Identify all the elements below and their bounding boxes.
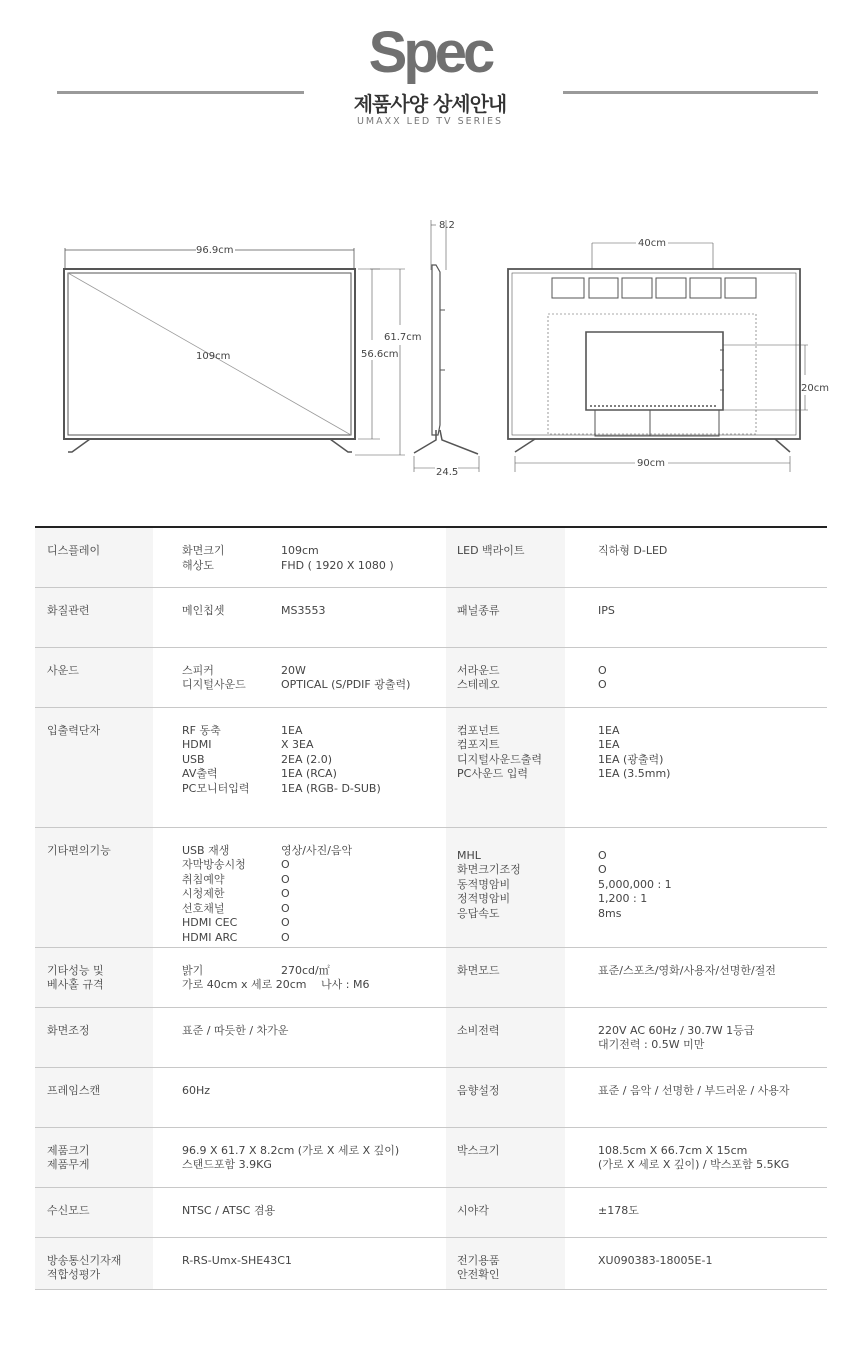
spec-item-value: 96.9 X 61.7 X 8.2cm (가로 X 세로 X 깊이) — [182, 1143, 400, 1157]
spec-item-key: RF 동축 — [182, 723, 221, 737]
spec-item-value: 영상/사진/음악 — [281, 843, 353, 857]
spec-label-text: 화면모드 — [457, 963, 500, 977]
spec-label — [446, 647, 565, 707]
spec-value — [565, 1067, 827, 1127]
spec-label-text: 디스플레이 — [47, 544, 101, 557]
spec-item — [182, 873, 446, 888]
spec-label-text: 패널종류 — [457, 603, 500, 617]
spec-item-value: 표준 / 따듯한 / 차가운 — [182, 1023, 289, 1037]
front-panel-height-label: 56.6cm — [361, 349, 399, 360]
spec-label-text: 제품무게 — [47, 1158, 90, 1171]
spec-item — [182, 931, 446, 946]
spec-item — [182, 902, 446, 917]
spec-label-text: 기타편의기능 — [47, 843, 111, 857]
spec-item-key: AV출력 — [182, 767, 218, 780]
spec-label-text: 사운드 — [47, 663, 79, 677]
spec-label-text: 적합성평가 — [47, 1268, 101, 1281]
spec-label-text: 안전확인 — [457, 1268, 500, 1281]
spec-item-value: 270cd/㎡ — [281, 963, 330, 977]
spec-item-key: USB 재생 — [182, 843, 230, 857]
spec-row — [35, 1237, 827, 1289]
series-label: UMAXX LED TV SERIES — [356, 116, 504, 127]
spec-label — [446, 707, 565, 827]
spec-label-text: 화면크기조정 — [457, 863, 521, 876]
spec-item — [182, 664, 446, 679]
spec-item-value: 1EA (RGB- D-SUB) — [281, 781, 381, 795]
spec-item-value: (가로 X 세로 X 깊이) / 박스포함 5.5KG — [598, 1158, 790, 1171]
spec-item — [182, 753, 446, 768]
spec-label-text: 응답속도 — [457, 906, 500, 920]
spec-logo: Spec — [368, 20, 492, 85]
spec-item-key: 선호채널 — [182, 901, 225, 915]
spec-label-text: 정적명암비 — [457, 892, 511, 905]
spec-value — [565, 587, 827, 647]
spec-label-text: 컴포넌트 — [457, 723, 500, 737]
spec-row — [35, 587, 827, 647]
spec-label-text: 입출력단자 — [47, 723, 101, 737]
back-vesa-width-label: 40cm — [638, 238, 666, 249]
side-depth-label: 8.2 — [439, 220, 455, 231]
spec-value — [565, 947, 827, 1007]
spec-item-value: 220V AC 60Hz / 30.7W 1등급 — [598, 1023, 755, 1037]
spec-item — [182, 678, 446, 693]
spec-label — [35, 587, 153, 647]
spec-item — [182, 844, 446, 859]
spec-item-value: O — [598, 663, 607, 677]
spec-item — [182, 964, 446, 979]
spec-item-value: 109cm — [281, 544, 319, 557]
spec-header — [0, 0, 860, 140]
spec-value — [153, 827, 446, 947]
spec-label — [35, 1237, 153, 1289]
spec-item-value: OPTICAL (S/PDIF 광출력) — [281, 678, 411, 691]
spec-table — [35, 526, 827, 1290]
spec-label — [35, 1067, 153, 1127]
spec-label-text: 동적명암비 — [457, 877, 511, 891]
spec-row — [35, 1127, 827, 1187]
spec-value — [153, 1067, 446, 1127]
spec-value — [565, 1007, 827, 1067]
spec-item — [182, 916, 446, 931]
spec-value — [565, 1187, 827, 1237]
spec-item-key: HDMI ARC — [182, 930, 238, 944]
spec-item-value: 스탠드포함 3.9KG — [182, 1158, 272, 1171]
page-title: 제품사양 상세안내 — [353, 92, 507, 116]
spec-value — [153, 587, 446, 647]
back-view-drawing — [508, 243, 808, 472]
spec-item-key: PC모니터입력 — [182, 781, 250, 795]
spec-item-value: 2EA (2.0) — [281, 752, 333, 766]
spec-item-key: HDMI — [182, 738, 212, 751]
spec-label — [446, 587, 565, 647]
spec-label-text: 서라운드 — [457, 663, 500, 677]
spec-item-value: 60Hz — [182, 1083, 211, 1097]
spec-value — [565, 527, 827, 587]
front-total-height-label: 61.7cm — [384, 332, 422, 343]
spec-item-key: HDMI CEC — [182, 916, 238, 929]
spec-value — [153, 1127, 446, 1187]
spec-label-text: 소비전력 — [457, 1023, 500, 1037]
spec-value — [565, 1127, 827, 1187]
spec-item-key: 밝기 — [182, 963, 204, 977]
spec-item-value: 1EA (광출력) — [598, 752, 664, 766]
spec-item-key: 화면크기 — [182, 544, 225, 557]
spec-row — [35, 707, 827, 827]
spec-label-text: 시야각 — [457, 1203, 489, 1217]
front-view-drawing — [64, 248, 405, 455]
spec-item-key: 시청제한 — [182, 887, 225, 900]
spec-item-value: O — [598, 848, 607, 862]
spec-label-text: 수신모드 — [47, 1203, 90, 1217]
spec-item — [182, 559, 446, 574]
spec-label — [446, 1007, 565, 1067]
spec-item-value: 직하형 D-LED — [598, 544, 668, 557]
spec-item-value: 1EA — [598, 723, 620, 737]
spec-label — [35, 707, 153, 827]
spec-label-text: LED 백라이트 — [457, 544, 525, 557]
spec-item-value: ±178도 — [598, 1203, 639, 1217]
spec-item-value: 1EA — [598, 738, 620, 751]
spec-item-value: 20W — [281, 663, 306, 677]
spec-item-value: 5,000,000 : 1 — [598, 877, 672, 891]
spec-item — [182, 724, 446, 739]
spec-value — [565, 1237, 827, 1289]
spec-item-value: NTSC / ATSC 겸용 — [182, 1203, 276, 1217]
spec-item-key: 메인칩셋 — [182, 603, 225, 617]
spec-value — [153, 647, 446, 707]
back-vesa-height-label: 20cm — [801, 383, 829, 394]
spec-item-value: O — [281, 872, 290, 886]
dimension-diagram — [0, 210, 860, 490]
spec-item — [182, 887, 446, 902]
spec-label-text: 전기용품 — [457, 1253, 500, 1267]
spec-item-value: 1,200 : 1 — [598, 892, 648, 905]
spec-item-key: 스피커 — [182, 663, 214, 677]
spec-item-value: 표준 / 음악 / 선명한 / 부드러운 / 사용자 — [598, 1083, 790, 1097]
spec-item-key: 자막방송시청 — [182, 858, 246, 871]
spec-row — [35, 1067, 827, 1127]
spec-row — [35, 647, 827, 707]
spec-value — [153, 527, 446, 587]
spec-value — [153, 707, 446, 827]
spec-value — [153, 1237, 446, 1289]
spec-row — [35, 1007, 827, 1067]
spec-item-value: MS3553 — [281, 603, 326, 617]
spec-label-text: 화면조정 — [47, 1023, 90, 1037]
front-diagonal-label: 109cm — [196, 351, 231, 362]
spec-item-value: XU090383-18005E-1 — [598, 1253, 713, 1267]
spec-label-text: PC사운드 입력 — [457, 767, 528, 780]
spec-label-text: 프레임스캔 — [47, 1083, 101, 1097]
spec-item — [182, 767, 446, 782]
spec-label — [446, 527, 565, 587]
spec-item-value: 8ms — [598, 906, 622, 920]
spec-label-text: 제품크기 — [47, 1143, 90, 1157]
spec-label — [35, 527, 153, 587]
spec-label — [35, 1187, 153, 1237]
spec-label-text: 방송통신기자재 — [47, 1253, 122, 1267]
spec-item — [182, 858, 446, 873]
spec-item — [182, 544, 446, 559]
spec-item-value: IPS — [598, 603, 615, 617]
spec-label — [446, 1237, 565, 1289]
spec-item-value: 108.5cm X 66.7cm X 15cm — [598, 1143, 748, 1157]
spec-item-value: 표준/스포츠/영화/사용자/선명한/절전 — [598, 963, 776, 977]
spec-item — [182, 782, 446, 797]
spec-row — [35, 827, 827, 947]
spec-value — [153, 947, 446, 1007]
spec-label — [446, 827, 565, 947]
spec-item-value: 1EA (3.5mm) — [598, 767, 671, 780]
spec-item-value: O — [281, 887, 290, 900]
spec-item-key: 취침예약 — [182, 872, 225, 886]
spec-item — [182, 738, 446, 753]
spec-label-text: MHL — [457, 848, 481, 862]
spec-label-text: 컴포지트 — [457, 738, 500, 751]
spec-label-text: 디지털사운드출력 — [457, 752, 543, 766]
spec-label-text: 스테레오 — [457, 678, 500, 691]
spec-item-value: O — [281, 916, 290, 929]
spec-label — [446, 947, 565, 1007]
spec-label-text: 베사홀 규격 — [47, 978, 104, 991]
spec-label — [35, 1007, 153, 1067]
spec-row — [35, 1187, 827, 1237]
front-width-label: 96.9cm — [196, 245, 234, 256]
spec-item-value: O — [281, 930, 290, 944]
spec-item — [182, 604, 446, 619]
spec-value — [153, 1007, 446, 1067]
spec-item-key: USB — [182, 752, 205, 766]
spec-value — [565, 707, 827, 827]
spec-item-value: R-RS-Umx-SHE43C1 — [182, 1253, 292, 1267]
spec-item-value: O — [281, 901, 290, 915]
spec-item-value: 1EA — [281, 723, 303, 737]
spec-item-value: FHD ( 1920 X 1080 ) — [281, 558, 394, 572]
spec-value — [565, 647, 827, 707]
spec-item-key: 해상도 — [182, 558, 214, 572]
spec-label-text: 박스크기 — [457, 1143, 500, 1157]
spec-value — [565, 827, 827, 947]
spec-item-value: O — [598, 863, 607, 876]
spec-row — [35, 947, 827, 1007]
spec-label — [35, 827, 153, 947]
spec-item-value: 1EA (RCA) — [281, 767, 337, 780]
spec-label — [446, 1127, 565, 1187]
spec-item-value: O — [281, 858, 290, 871]
spec-item-value: O — [598, 678, 607, 691]
spec-label-text: 기타성능 및 — [47, 963, 104, 977]
spec-value — [153, 1187, 446, 1237]
spec-label — [35, 647, 153, 707]
side-view-drawing — [414, 220, 479, 472]
spec-row — [35, 527, 827, 587]
side-stand-depth-label: 24.5 — [436, 467, 459, 478]
spec-item-value: X 3EA — [281, 738, 314, 751]
spec-label — [35, 1127, 153, 1187]
spec-item-value: 대기전력 : 0.5W 미만 — [598, 1038, 705, 1051]
spec-label — [446, 1067, 565, 1127]
spec-label-text: 음향설정 — [457, 1083, 500, 1097]
back-stand-width-label: 90cm — [637, 458, 665, 469]
spec-label — [35, 947, 153, 1007]
spec-label — [446, 1187, 565, 1237]
spec-item-key: 디지털사운드 — [182, 678, 246, 691]
spec-label-text: 화질관련 — [47, 603, 90, 617]
spec-item-value: 가로 40cm x 세로 20cm 나사 : M6 — [182, 978, 370, 991]
